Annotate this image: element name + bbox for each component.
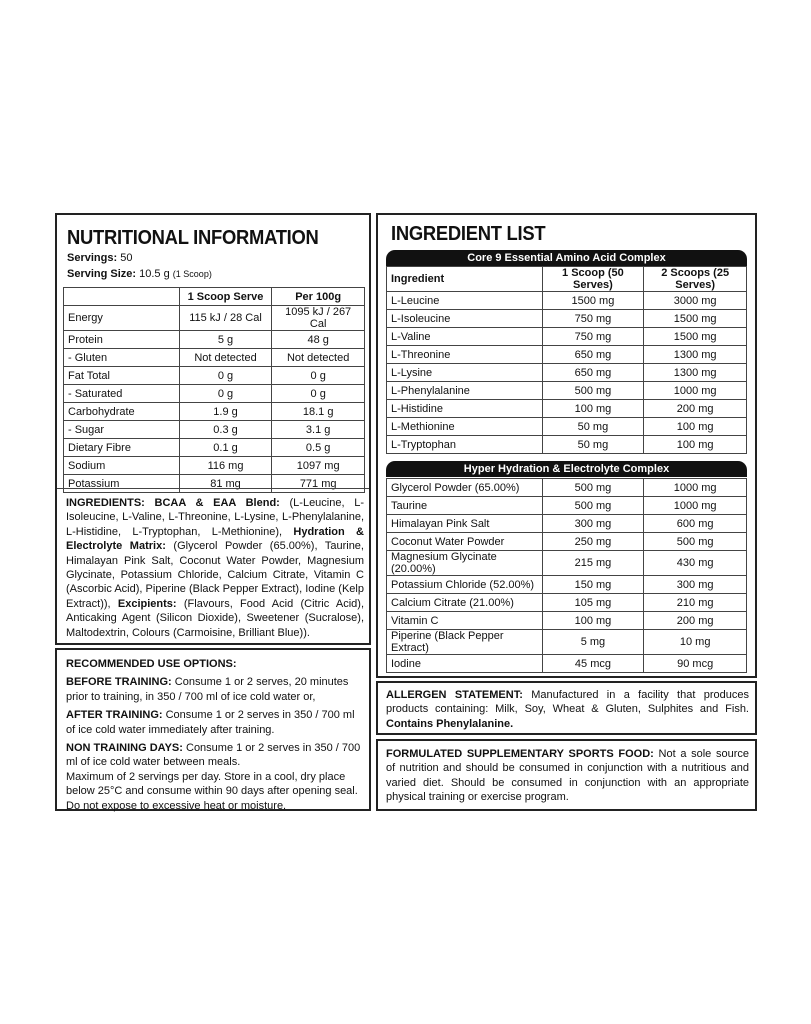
serving-size-note: (1 Scoop) [172,269,212,279]
servings-label: Servings: [67,252,118,264]
amino-row [387,364,747,382]
row-value: 100 mg [644,436,747,454]
row-value: 1500 mg [644,310,747,328]
recommended-panel [55,648,371,811]
after-label: AFTER TRAINING: [66,709,163,722]
hydration-table [386,478,747,673]
row-value: 0.5 g [272,439,365,457]
row-label: Protein [64,331,180,349]
row-value: 1300 mg [644,364,747,382]
nutrition-row [64,385,365,403]
hydration-row [387,479,747,497]
row-value: 0 g [272,367,365,385]
nutrition-title: NUTRITIONAL INFORMATION [67,227,319,249]
amino-row [387,328,747,346]
nutrition-row [64,421,365,439]
servings-line [67,251,132,266]
row-value: 500 mg [542,382,644,400]
row-value: 1500 mg [542,292,644,310]
row-label: Potassium Chloride (52.00%) [387,576,543,594]
row-value: 5 g [179,331,272,349]
row-value: 100 mg [542,400,644,418]
hydration-row [387,612,747,630]
hydration-row [387,576,747,594]
hydration-row [387,655,747,673]
row-value: 81 mg [179,475,272,493]
section1-bar: Core 9 Essential Amino Acid Complex [386,250,747,266]
row-value: 50 mg [542,418,644,436]
row-value: 200 mg [644,400,747,418]
non-label: NON TRAINING DAYS: [66,742,183,755]
row-value: 1097 mg [272,457,365,475]
serving-size-value: 10.5 g [139,268,170,280]
row-value: 0 g [179,385,272,403]
row-label: L-Phenylalanine [387,382,543,400]
recommended-heading: RECOMMENDED USE OPTIONS: [66,658,237,670]
row-label: L-Isoleucine [387,310,543,328]
row-value: 150 mg [542,576,644,594]
row-value: 500 mg [644,533,747,551]
row-value: 500 mg [542,497,644,515]
row-value: 10 mg [644,630,747,655]
amino-row [387,382,747,400]
row-label: L-Methionine [387,418,543,436]
row-label: - Sugar [64,421,180,439]
row-value: 771 mg [272,475,365,493]
before-label: BEFORE TRAINING: [66,676,172,689]
row-label: Potassium [64,475,180,493]
nutrition-row [64,331,365,349]
row-value: Not detected [272,349,365,367]
row-value: 0.1 g [179,439,272,457]
row-value: 250 mg [542,533,644,551]
row-value: 300 mg [644,576,747,594]
row-label: Dietary Fibre [64,439,180,457]
non-text: Consume 1 or 2 serves in 350 / 700 ml of ice cold water between meals. [66,742,361,769]
row-label: L-Histidine [387,400,543,418]
formulated-label: FORMULATED SUPPLEMENTARY SPORTS FOOD: [386,748,654,760]
nutrition-header: Per 100g [272,288,365,306]
row-value: 100 mg [644,418,747,436]
nutrition-row [64,349,365,367]
row-value: 210 mg [644,594,747,612]
allergen-label: ALLERGEN STATEMENT: [386,689,523,701]
row-value: 45 mcg [542,655,644,673]
row-value: 600 mg [644,515,747,533]
row-value: 105 mg [542,594,644,612]
recommended-content [66,657,364,813]
nutrition-row [64,403,365,421]
row-label: Magnesium Glycinate (20.00%) [387,551,543,576]
row-value: 430 mg [644,551,747,576]
row-value: 90 mcg [644,655,747,673]
amino-table [386,266,747,454]
row-label: L-Tryptophan [387,436,543,454]
row-value: 0 g [179,367,272,385]
row-label: L-Threonine [387,346,543,364]
row-label: - Saturated [64,385,180,403]
hydration-row [387,594,747,612]
allergen-body: Manufactured in a facility that produces products containing: Milk, Soy, Wheat & Gluten, Sulphites and Fish. [386,689,749,716]
hydration-row [387,515,747,533]
nutrition-header [64,288,180,306]
nutrition-row [64,475,365,493]
nutrition-row [64,367,365,385]
row-value: 115 kJ / 28 Cal [179,306,272,331]
row-value: 500 mg [542,479,644,497]
nutrition-header-row [64,288,365,306]
section2-bar: Hyper Hydration & Electrolyte Complex [386,461,747,477]
ingredients-label-1: INGREDIENTS: BCAA & EAA Blend: [66,497,280,509]
row-value: 650 mg [542,346,644,364]
allergen-text [386,688,749,731]
amino-row [387,436,747,454]
row-value: 50 mg [542,436,644,454]
ingredients-paragraph [66,496,364,640]
nutrition-panel [55,213,371,645]
row-label: Fat Total [64,367,180,385]
row-label: L-Valine [387,328,543,346]
amino-row [387,310,747,328]
row-label: Coconut Water Powder [387,533,543,551]
row-value: 1000 mg [644,497,747,515]
row-value: 200 mg [644,612,747,630]
hydration-row [387,533,747,551]
max-servings: Maximum of 2 servings per day. Store in a cool, dry place below 25°C and consume within 90 days after opening seal. Do not expose to excessive heat or moisture. [66,770,358,812]
row-value: 5 mg [542,630,644,655]
amino-row [387,292,747,310]
row-label: Iodine [387,655,543,673]
row-label: Energy [64,306,180,331]
row-value: 650 mg [542,364,644,382]
row-value: 1300 mg [644,346,747,364]
formulated-text [386,747,749,805]
row-value: 3000 mg [644,292,747,310]
ingredient-header-row [387,267,747,292]
ingredients-label-2: Hydration & Electrolyte Matrix: [66,525,364,553]
nutrition-header: 1 Scoop Serve [179,288,272,306]
row-label: Sodium [64,457,180,475]
row-value: 0.3 g [179,421,272,439]
nutrition-table [63,287,365,493]
hydration-row [387,551,747,576]
allergen-panel [376,681,757,735]
nutrition-row [64,457,365,475]
row-value: Not detected [179,349,272,367]
row-label: Piperine (Black Pepper Extract) [387,630,543,655]
nutrition-row [64,439,365,457]
row-value: 1000 mg [644,479,747,497]
row-label: Calcium Citrate (21.00%) [387,594,543,612]
after-text: Consume 1 or 2 serves in 350 / 700 ml of ice cold water immediately after training. [66,709,355,736]
before-training [66,675,364,704]
row-value: 0 g [272,385,365,403]
ingredient-header: 1 Scoop (50 Serves) [542,267,644,292]
serving-size-line [67,267,212,282]
row-value: 750 mg [542,310,644,328]
row-value: 1500 mg [644,328,747,346]
row-label: Glycerol Powder (65.00%) [387,479,543,497]
nutrition-row [64,306,365,331]
allergen-contains: Contains Phenylalanine. [386,717,514,730]
ingredients-text-1: (L-Leucine, L-Isoleucine, L-Valine, L-Threonine, L-Lysine, L-Phenylalanine, L-Histidine, L-Tryptophan, L-Methionine), [66,497,364,538]
row-label: Carbohydrate [64,403,180,421]
ingredient-list-title: INGREDIENT LIST [391,223,546,245]
row-label: Himalayan Pink Salt [387,515,543,533]
row-value: 215 mg [542,551,644,576]
ingredient-list-panel [376,213,757,678]
row-value: 1095 kJ / 267 Cal [272,306,365,331]
amino-row [387,400,747,418]
row-label: L-Lysine [387,364,543,382]
ingredients-label-3: Excipients: [117,597,177,610]
amino-row [387,418,747,436]
row-label: L-Leucine [387,292,543,310]
hydration-row [387,497,747,515]
row-value: 116 mg [179,457,272,475]
ingredient-header: 2 Scoops (25 Serves) [644,267,747,292]
row-value: 48 g [272,331,365,349]
row-value: 1000 mg [644,382,747,400]
before-text: Consume 1 or 2 serves, 20 minutes prior to training, in 350 / 700 ml of ice cold water or, [66,676,349,703]
ingredients-text-3: (Flavours, Food Acid (Citric Acid), Anticaking Agent (Silicon Dioxide), Sweetener (Sucralose), Maltodextrin, Colours (Carmoisine, Brilliant Blue)). [66,597,364,639]
row-value: 18.1 g [272,403,365,421]
non-training [66,741,364,770]
row-value: 1.9 g [179,403,272,421]
after-training [66,708,364,737]
serving-size-label: Serving Size: [67,268,137,280]
row-value: 750 mg [542,328,644,346]
servings-value: 50 [120,252,133,264]
row-value: 100 mg [542,612,644,630]
row-label: Vitamin C [387,612,543,630]
ingredients-text-2: (Glycerol Powder (65.00%), Taurine, Himalayan Pink Salt, Coconut Water Powder, Magnesium Glycinate, Potassium Chloride, Calcium Citrate, Vitamin C (Ascorbic Acid), Piperine (Black Pepper Extract), Iodine (Kelp Extract)), [66,540,364,610]
formulated-panel [376,739,757,811]
ingredient-header: Ingredient [387,267,543,292]
row-value: 3.1 g [272,421,365,439]
formulated-body: Not a sole source of nutrition and should be consumed in conjunction with a nutritious and varied diet. Should be consumed in conjunction with an appropriate physical training or exercise program. [386,748,749,804]
amino-row [387,346,747,364]
hydration-row [387,630,747,655]
row-value: 300 mg [542,515,644,533]
row-label: - Gluten [64,349,180,367]
row-label: Taurine [387,497,543,515]
